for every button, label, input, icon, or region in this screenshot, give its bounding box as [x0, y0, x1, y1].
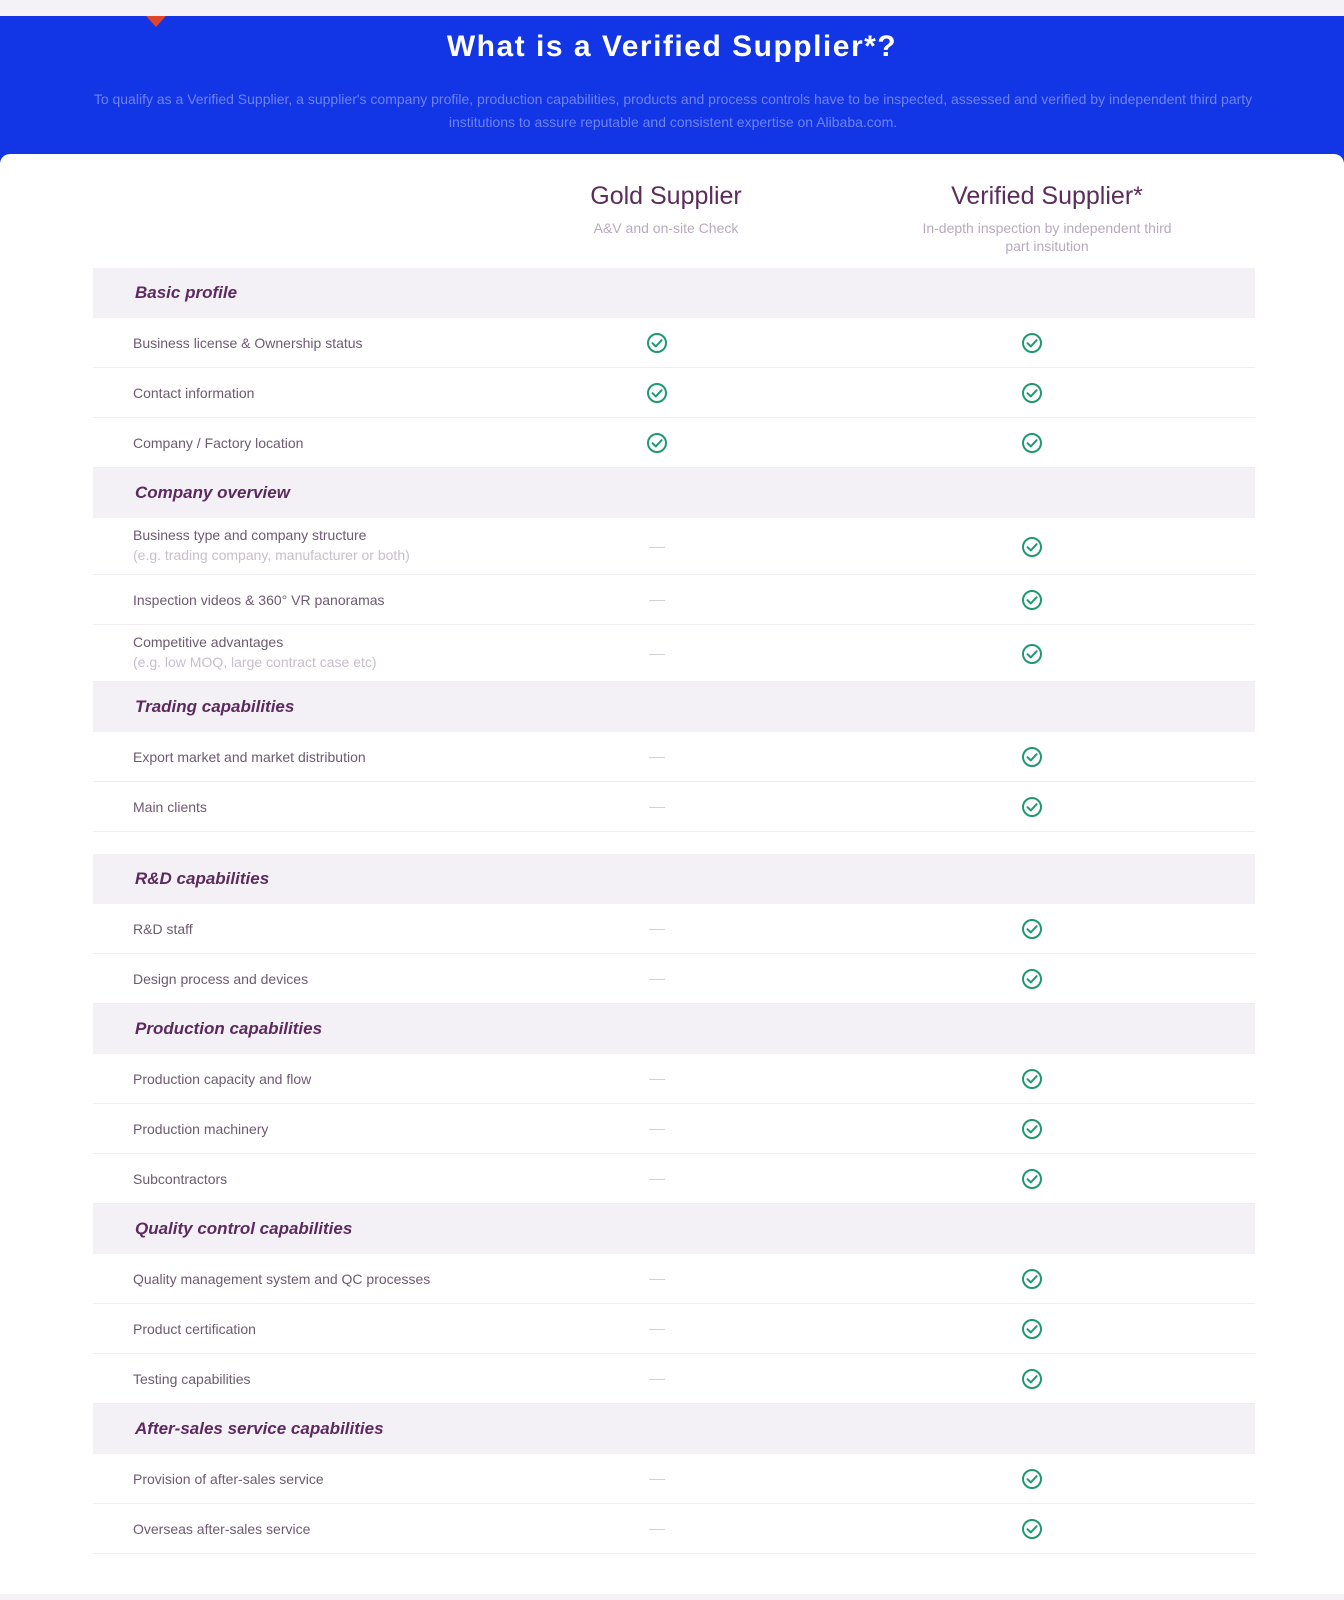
feature-label [133, 1371, 251, 1387]
comparison-card [0, 154, 1344, 1594]
table-row [93, 575, 1255, 625]
section-header [93, 268, 1255, 318]
feature-label [133, 749, 366, 765]
feature-name: Production capacity and flow [133, 1071, 312, 1087]
section-title: Trading capabilities [135, 697, 295, 716]
feature-name: R&D staff [133, 921, 193, 937]
table-row [93, 1154, 1255, 1204]
marker-icon [146, 16, 166, 27]
dash-icon [649, 757, 665, 758]
section-header [93, 1004, 1255, 1054]
section-title: R&D capabilities [135, 869, 270, 888]
check-circle-icon [1021, 1468, 1043, 1490]
feature-name: Quality management system and QC processes [133, 1271, 431, 1287]
section-title: Basic profile [135, 283, 238, 302]
feature-label [133, 527, 410, 563]
table-row [93, 518, 1255, 575]
feature-label [133, 634, 377, 670]
table-row [93, 732, 1255, 782]
dash-icon [649, 929, 665, 930]
feature-name: Company / Factory location [133, 435, 304, 451]
column-subtitle: A&V and on-site Check [593, 220, 739, 236]
feature-note: (e.g. low MOQ, large contract case etc) [133, 654, 377, 670]
feature-name: Subcontractors [133, 1171, 228, 1187]
feature-note: (e.g. trading company, manufacturer or both) [133, 547, 410, 563]
check-circle-icon [1021, 1518, 1043, 1540]
section-header [93, 682, 1255, 732]
check-circle-icon [1021, 643, 1043, 665]
check-circle-icon [646, 432, 668, 454]
feature-name: Export market and market distribution [133, 749, 366, 765]
section-header [93, 854, 1255, 904]
table-row [93, 625, 1255, 682]
column-header-gold [566, 182, 766, 237]
feature-label [133, 1121, 268, 1137]
table-row [93, 1354, 1255, 1404]
check-circle-icon [1021, 536, 1043, 558]
dash-icon [649, 1079, 665, 1080]
feature-label [133, 435, 303, 451]
check-circle-icon [1021, 1368, 1043, 1390]
feature-name: Competitive advantages [133, 634, 284, 650]
check-circle-icon [1021, 1318, 1043, 1340]
feature-label [133, 335, 363, 351]
dash-icon [649, 1129, 665, 1130]
check-circle-icon [1021, 796, 1043, 818]
table-row [93, 1454, 1255, 1504]
column-name: Gold Supplier [590, 182, 742, 210]
dash-icon [649, 1179, 665, 1180]
feature-name: Main clients [133, 799, 207, 815]
feature-name: Inspection videos & 360° VR panoramas [133, 592, 385, 608]
feature-name: Provision of after-sales service [133, 1471, 324, 1487]
feature-name: Design process and devices [133, 971, 309, 987]
feature-label [133, 1321, 256, 1337]
check-circle-icon [1021, 1168, 1043, 1190]
section-title: After-sales service capabilities [135, 1419, 384, 1438]
dash-icon [649, 1279, 665, 1280]
dash-icon [649, 654, 665, 655]
feature-label [133, 1471, 324, 1487]
table-row [93, 418, 1255, 468]
section-title: Production capabilities [135, 1019, 323, 1038]
feature-name: Business type and company structure [133, 527, 367, 543]
page-description: To qualify as a Verified Supplier, a supplier's company profile, production capabilities, products and process controls have to be inspected, assessed and verified by independent third party institutions to assure reputable and consistent expertise on Alibaba.com. [93, 91, 1253, 130]
feature-name: Testing capabilities [133, 1371, 251, 1387]
section-header [93, 468, 1255, 518]
feature-label [133, 592, 385, 608]
dash-icon [649, 1329, 665, 1330]
feature-name: Product certification [133, 1321, 256, 1337]
column-header-verified [912, 182, 1182, 255]
check-circle-icon [646, 332, 668, 354]
check-circle-icon [1021, 918, 1043, 940]
section-header [93, 1204, 1255, 1254]
table-row [93, 368, 1255, 418]
feature-label [133, 1071, 311, 1087]
check-circle-icon [1021, 968, 1043, 990]
check-circle-icon [1021, 746, 1043, 768]
table-row [93, 1254, 1255, 1304]
section-title: Quality control capabilities [135, 1219, 353, 1238]
feature-name: Overseas after-sales service [133, 1521, 311, 1537]
check-circle-icon [1021, 1118, 1043, 1140]
table-row [93, 904, 1255, 954]
section-title: Company overview [135, 483, 290, 502]
feature-label [133, 385, 254, 401]
table-row [93, 954, 1255, 1004]
feature-label [133, 971, 308, 987]
table-row [93, 1104, 1255, 1154]
column-subtitle: In-depth inspection by independent third part insitution [922, 220, 1172, 254]
dash-icon [649, 1479, 665, 1480]
feature-name: Business license & Ownership status [133, 335, 363, 351]
check-circle-icon [1021, 1068, 1043, 1090]
section-header [93, 1404, 1255, 1454]
dash-icon [649, 600, 665, 601]
table-row [93, 782, 1255, 832]
page-title: What is a Verified Supplier*? [446, 30, 898, 63]
check-circle-icon [1021, 332, 1043, 354]
table-row [93, 1054, 1255, 1104]
dash-icon [649, 1529, 665, 1530]
dash-icon [649, 807, 665, 808]
check-circle-icon [1021, 1268, 1043, 1290]
check-circle-icon [1021, 432, 1043, 454]
table-row [93, 1304, 1255, 1354]
check-circle-icon [1021, 382, 1043, 404]
feature-label [133, 1171, 227, 1187]
check-circle-icon [1021, 589, 1043, 611]
table-row [93, 1504, 1255, 1554]
header-banner [0, 16, 1344, 166]
column-name: Verified Supplier* [951, 182, 1143, 210]
feature-label [133, 1271, 430, 1287]
feature-name: Production machinery [133, 1121, 269, 1137]
dash-icon [649, 1379, 665, 1380]
dash-icon [649, 547, 665, 548]
feature-label [133, 921, 193, 937]
dash-icon [649, 979, 665, 980]
check-circle-icon [646, 382, 668, 404]
feature-label [133, 799, 207, 815]
feature-label [133, 1521, 310, 1537]
feature-name: Contact information [133, 385, 255, 401]
table-row [93, 318, 1255, 368]
